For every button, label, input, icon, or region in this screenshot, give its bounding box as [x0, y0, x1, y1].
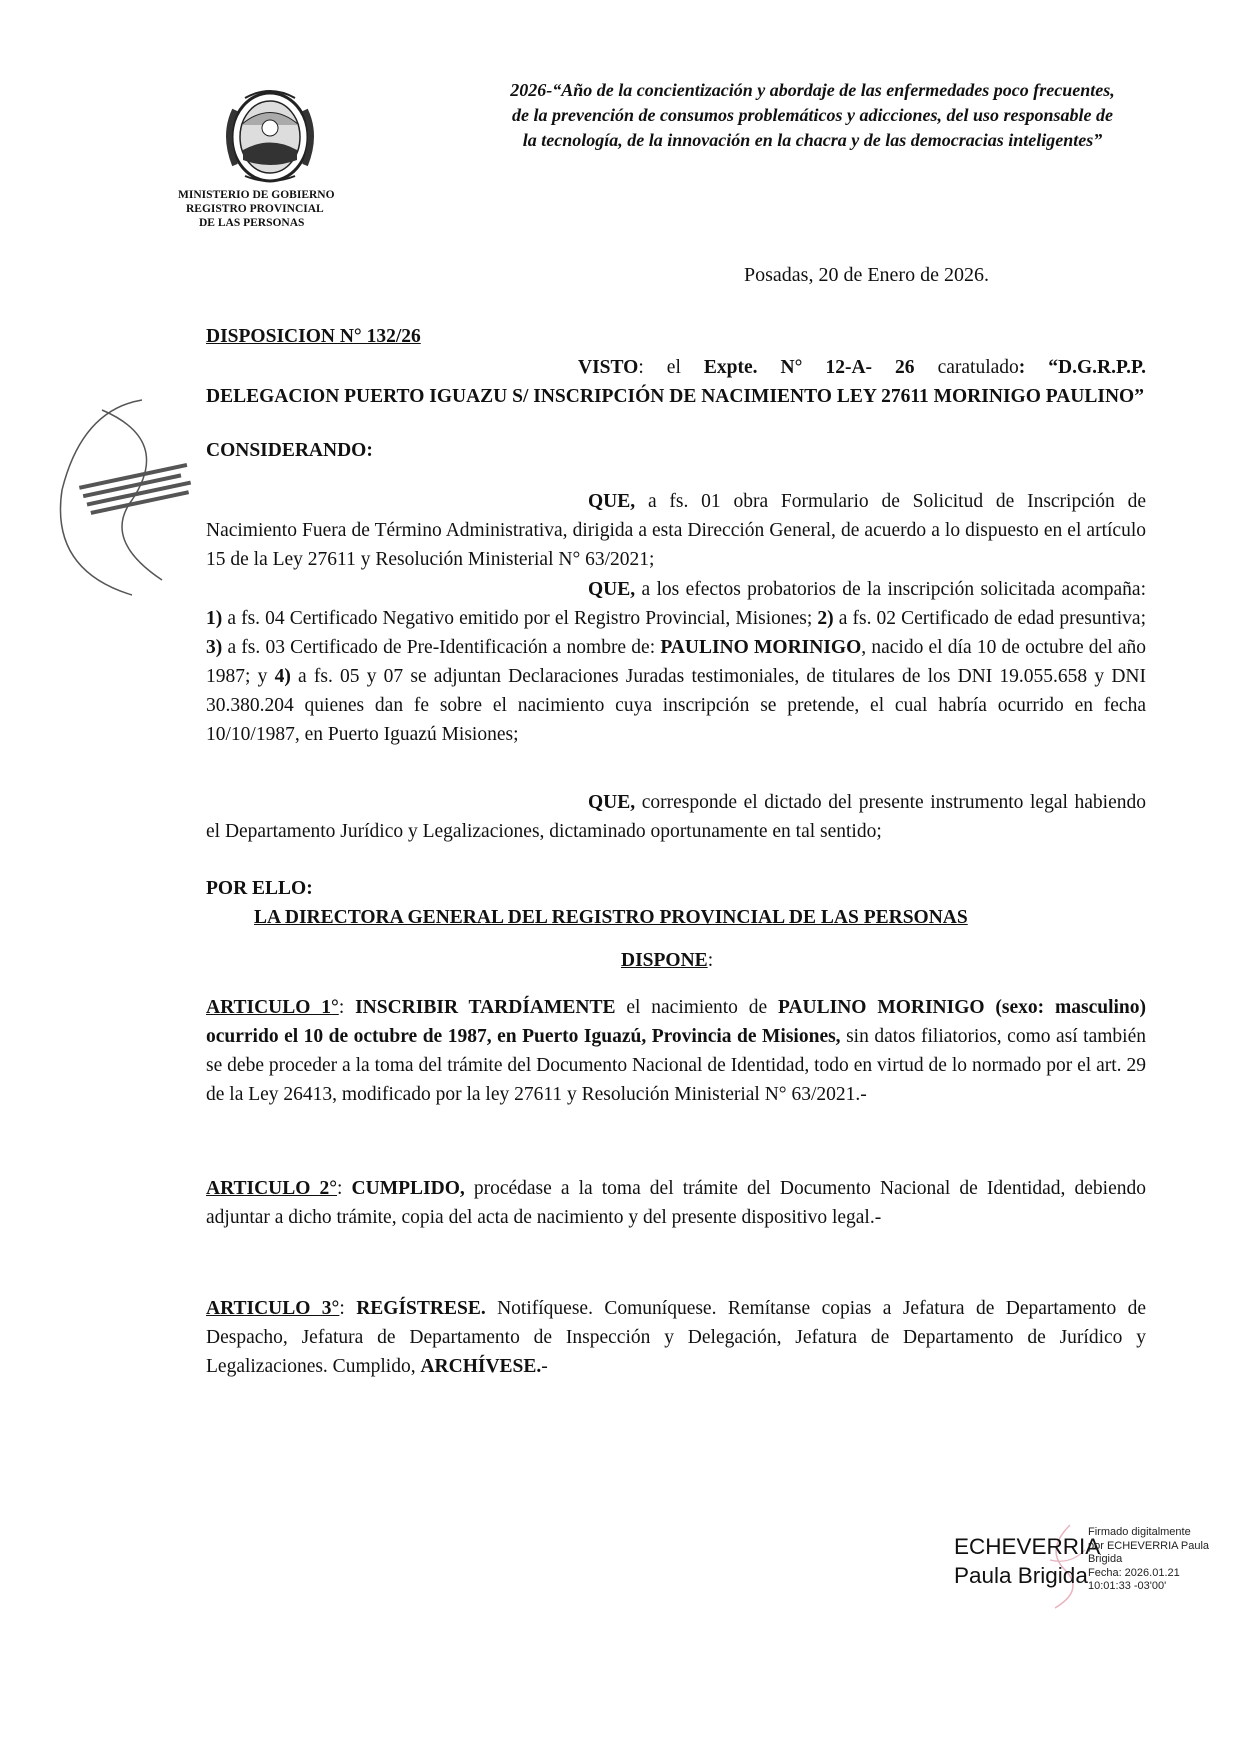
que-label: QUE,: [588, 491, 636, 512]
signature-detail-line: Brigida: [1088, 1553, 1123, 1565]
motto-line: 2026-“Año de la concientización y abordaje de las enfermedades poco frecuentes,: [510, 80, 1115, 100]
visto-label: VISTO: [578, 357, 639, 378]
article-label: ARTICULO 3°: [206, 1298, 340, 1319]
article-bold-text: INSCRIBIR TARDÍAMENTE: [355, 997, 616, 1018]
signer-name: [954, 1532, 1100, 1590]
que-label: QUE,: [588, 792, 636, 813]
signature-detail-line: Firmado digitalmente: [1088, 1526, 1191, 1538]
signature-details: [1088, 1526, 1238, 1594]
ministry-header: [178, 188, 368, 230]
signer-given-names: Paula Brigida: [954, 1563, 1088, 1588]
signature-detail-line: 10:01:33 -03'00': [1088, 1580, 1167, 1592]
article-text: -: [541, 1356, 548, 1377]
dispone-heading: [621, 950, 713, 972]
article-text: Notifíquese. Comuníquese. Remítanse copias a Jefatura de Departamento de Despacho, Jefatura de Departamento de Inspección y Delegación, Jefatura de Departamento de Jurídico y Legalizaciones. Cumplido,: [206, 1298, 1146, 1377]
disposition-number-title: DISPOSICION N° 132/26: [206, 326, 421, 347]
signer-surname: ECHEVERRIA: [954, 1534, 1101, 1559]
dispone-colon: :: [707, 950, 714, 971]
article-label: ARTICULO 2°: [206, 1178, 338, 1199]
article-bold-text: ARCHÍVESE.: [420, 1356, 542, 1377]
que-label: QUE,: [588, 579, 636, 600]
visto-paragraph: [206, 353, 1146, 411]
article-label: ARTICULO 1°: [206, 997, 339, 1018]
article-text: procédase a la toma del trámite del Documento Nacional de Identidad, debiendo adjuntar a dicho trámite, copia del acta de nacimiento y del presente dispositivo legal.-: [206, 1178, 1146, 1228]
ministry-line: REGISTRO PROVINCIAL: [186, 203, 324, 215]
directora-heading: LA DIRECTORA GENERAL DEL REGISTRO PROVINCIAL DE LAS PERSONAS: [254, 907, 968, 928]
expediente-caratula: : “D.G.R.P.P. DELEGACION PUERTO IGUAZU S/ INSCRIPCIÓN DE NACIMIENTO LEY 27611 MORINIGO PAULINO”: [206, 357, 1146, 407]
provincial-seal-logo: [205, 80, 335, 190]
legal-advisor-stamp: [22, 380, 192, 610]
que-text: a fs. 01 obra Formulario de Solicitud de Inscripción de Nacimiento Fuera de Término Administrativa, dirigida a esta Dirección General, de acuerdo a lo dispuesto en el artículo 15 de la Ley 27611 y Resolución Ministerial N° 63/2021;: [206, 491, 1146, 570]
article-colon: :: [337, 1178, 352, 1199]
que-text: a fs. 02 Certificado de edad presuntiva;: [833, 608, 1146, 629]
que-paragraph-3: [206, 788, 1146, 846]
articulo-3: [206, 1294, 1146, 1381]
motto-line: de la prevención de consumos problemáticos y adicciones, del uso responsable de: [512, 105, 1113, 125]
article-colon: :: [339, 1298, 357, 1319]
motto-line: la tecnología, de la innovación en la chacra y de las democracias inteligentes”: [522, 130, 1103, 150]
ministry-line: MINISTERIO DE GOBIERNO: [178, 189, 335, 201]
item-number: 2): [817, 608, 834, 629]
article-bold-text: REGÍSTRESE.: [356, 1298, 486, 1319]
article-bold-text: CUMPLIDO,: [351, 1178, 465, 1199]
expediente-number: Expte. N° 12-A- 26: [703, 357, 915, 378]
article-bold-text: PAULINO MORINIGO (sexo: masculino) ocurrido el 10 de octubre de 1987, en Puerto Iguazú, Provincia de Misiones,: [206, 997, 1146, 1047]
dispone-word: DISPONE: [621, 950, 708, 971]
person-name: PAULINO MORINIGO: [660, 637, 862, 658]
por-ello-heading: POR ELLO:: [206, 878, 313, 899]
que-paragraph-1: [206, 487, 1146, 574]
que-paragraph-2: [206, 575, 1146, 749]
article-text: sin datos filiatorios, como así también se debe proceder a la toma del trámite del Documento Nacional de Identidad, todo en virtud de lo normado por el art. 29 de la Ley 26413, modificado por la ley 27611 y Resolución Ministerial N° 63/2021.-: [206, 1026, 1146, 1105]
article-colon: :: [338, 997, 356, 1018]
articulo-1: [206, 993, 1146, 1109]
item-number: 3): [206, 637, 223, 658]
ministry-line: DE LAS PERSONAS: [199, 217, 305, 229]
item-number: 1): [206, 608, 223, 629]
que-text: a los efectos probatorios de la inscripción solicitada acompaña:: [635, 579, 1146, 600]
place-date: Posadas, 20 de Enero de 2026.: [744, 264, 989, 286]
signature-detail-line: por ECHEVERRIA Paula: [1088, 1539, 1210, 1552]
que-text: a fs. 03 Certificado de Pre-Identificación a nombre de:: [222, 637, 661, 658]
year-motto: [455, 78, 1170, 153]
articulo-2: [206, 1174, 1146, 1232]
considerando-heading: CONSIDERANDO:: [206, 440, 373, 461]
que-text: corresponde el dictado del presente instrumento legal habiendo el Departamento Jurídico y Legalizaciones, dictaminado oportunamente en tal sentido;: [206, 792, 1146, 842]
que-text: , nacido el día 10 de octubre del año 1987; y: [206, 637, 1146, 687]
que-text: a fs. 04 Certificado Negativo emitido por el Registro Provincial, Misiones;: [222, 608, 818, 629]
signature-detail-line: Fecha: 2026.01.21: [1088, 1566, 1180, 1579]
item-number: 4): [274, 666, 291, 687]
visto-text: : el: [638, 357, 704, 378]
que-text: a fs. 05 y 07 se adjuntan Declaraciones Juradas testimoniales, de titulares de los DNI 19.055.658 y DNI 30.380.204 quienes dan fe sobre el nacimiento cuya inscripción se pretende, el cual habría ocurrido en fecha 10/10/1987, en Puerto Iguazú Misiones;: [206, 666, 1146, 745]
article-text: el nacimiento de: [615, 997, 778, 1018]
visto-text: caratulado: [914, 357, 1019, 378]
